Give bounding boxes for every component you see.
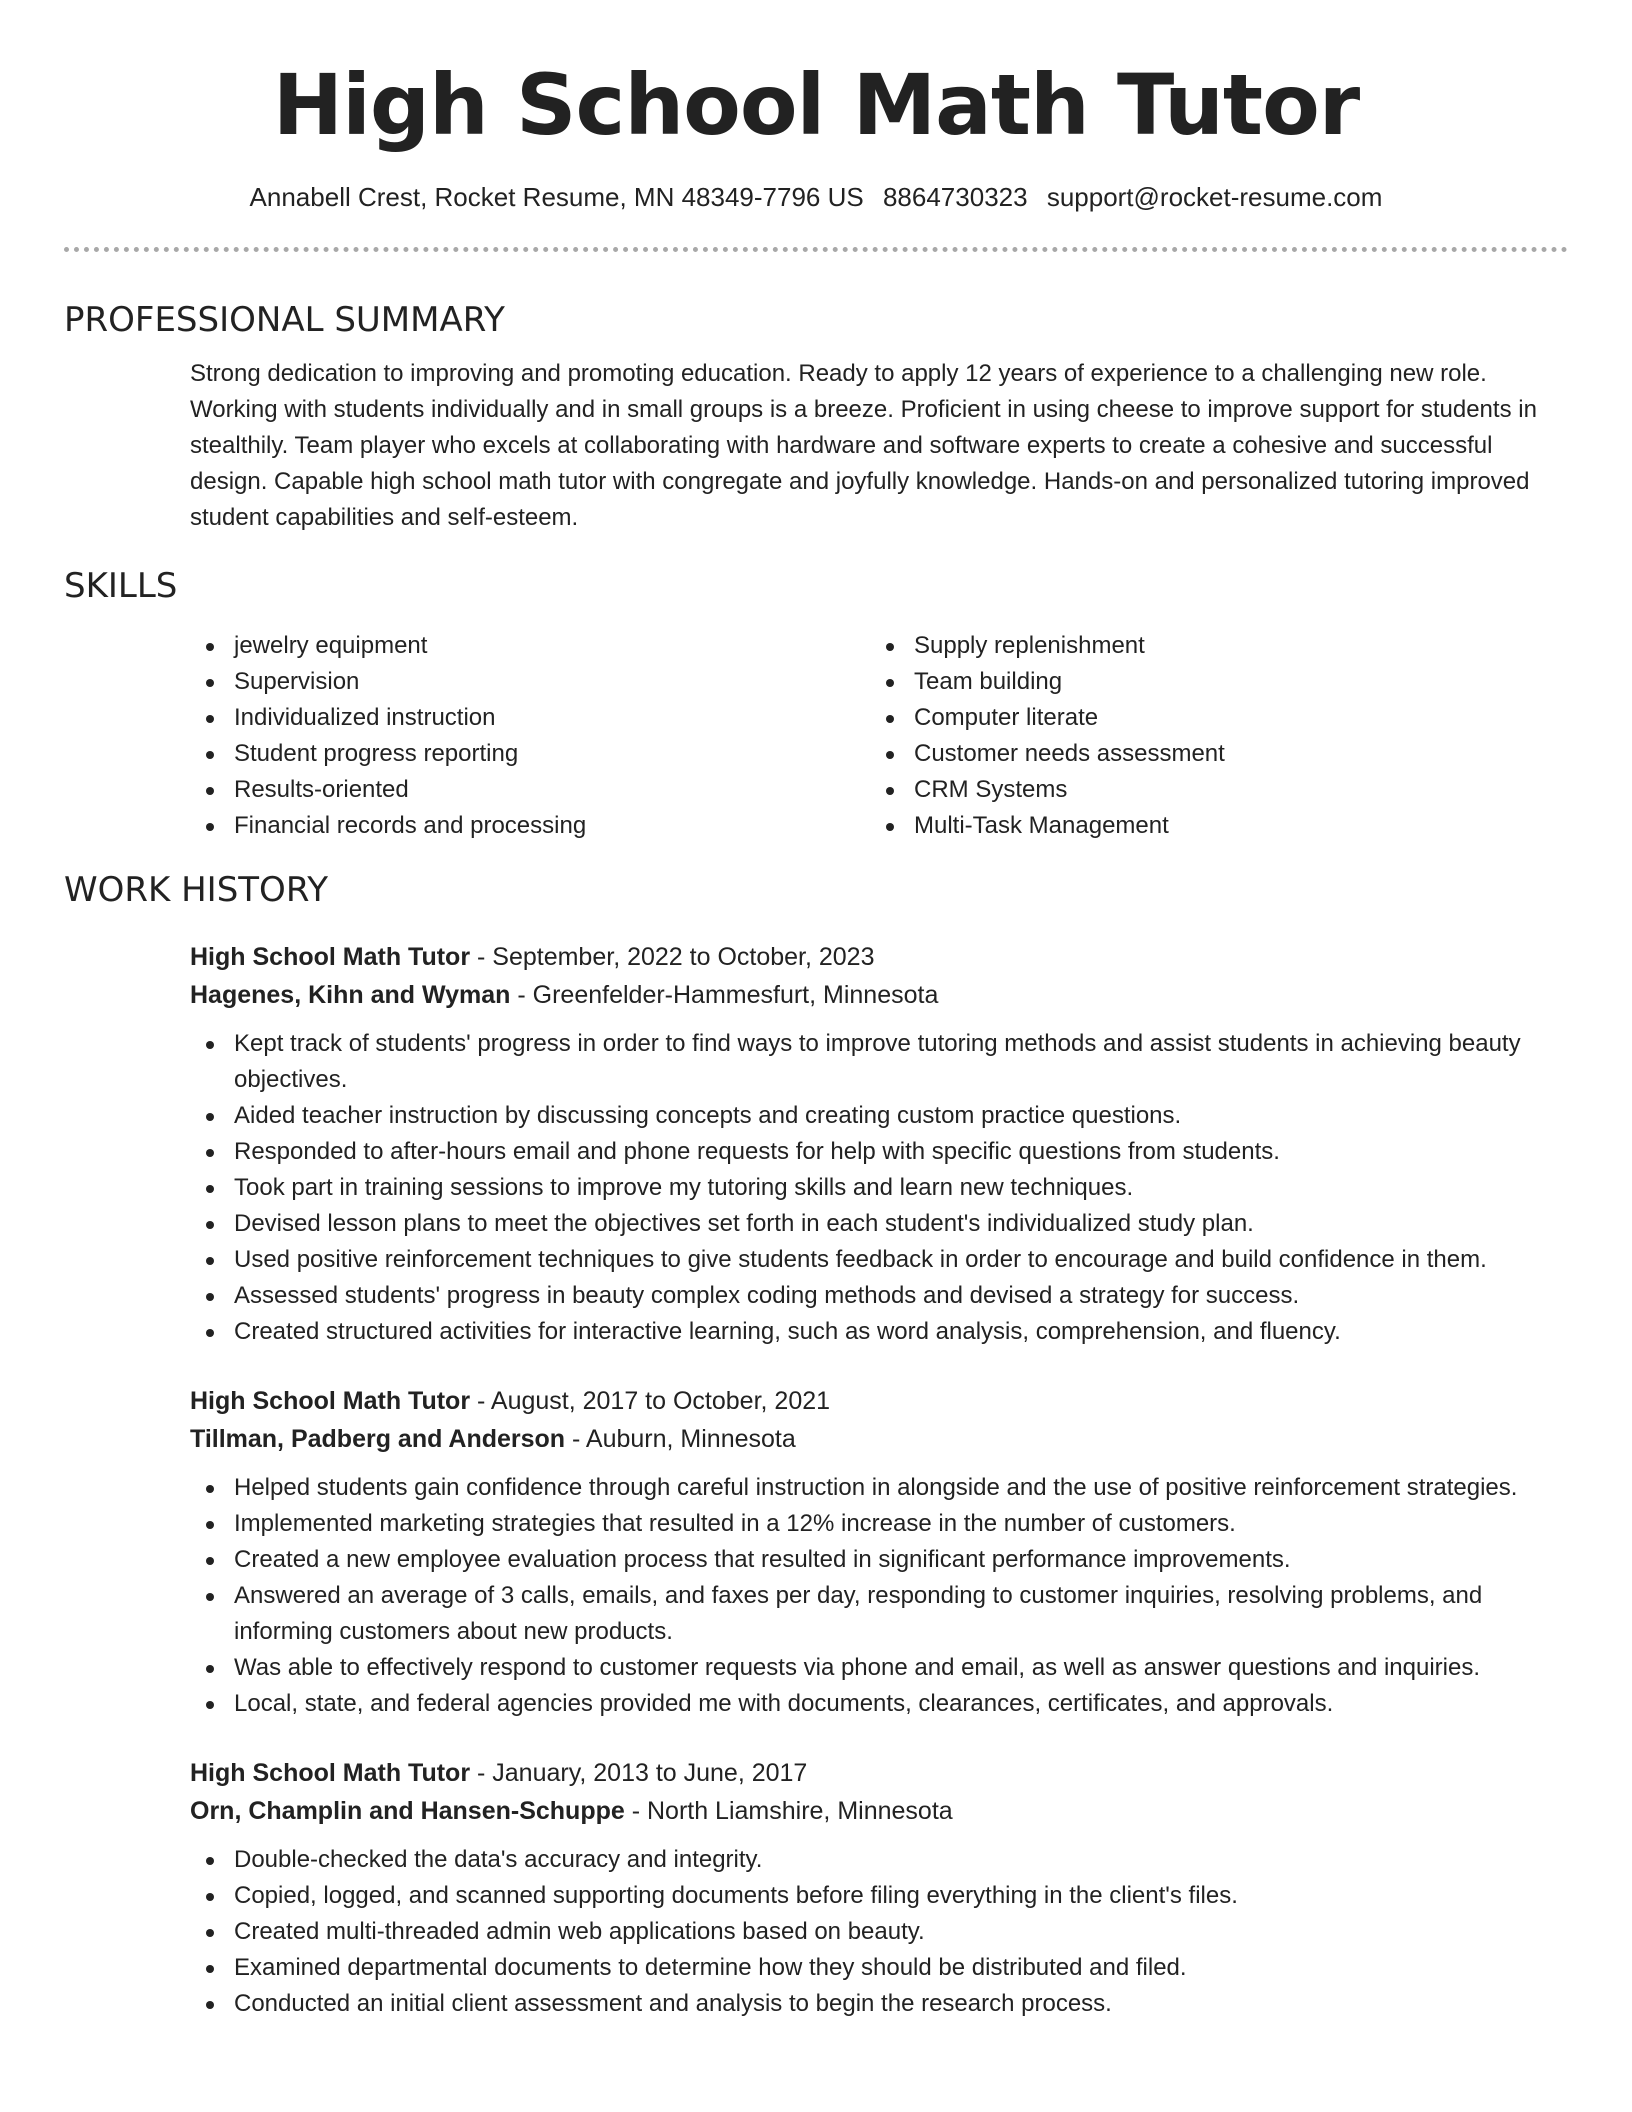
job-duties	[190, 1026, 1568, 1350]
job-duties	[190, 1470, 1568, 1722]
skills-heading: SKILLS	[64, 566, 178, 606]
job-company: Hagenes, Kihn and Wyman	[190, 981, 511, 1009]
job-duties	[190, 1842, 1568, 2022]
job-location: - Auburn, Minnesota	[565, 1425, 796, 1453]
job-entry	[190, 938, 1568, 1350]
job-role: High School Math Tutor	[190, 1759, 471, 1787]
summary-heading: PROFESSIONAL SUMMARY	[64, 300, 505, 340]
duty-item: Conducted an initial client assessment and analysis to begin the research process.	[190, 1986, 1568, 2022]
duty-item: Assessed students' progress in beauty complex coding methods and devised a strategy for success.	[190, 1278, 1568, 1314]
skills-column-right	[870, 628, 1550, 844]
duty-item: Local, state, and federal agencies provided me with documents, clearances, certificates, and approvals.	[190, 1686, 1568, 1722]
skill-item: Customer needs assessment	[870, 736, 1550, 772]
duty-item: Took part in training sessions to improve my tutoring skills and learn new techniques.	[190, 1170, 1568, 1206]
duty-item: Helped students gain confidence through careful instruction in alongside and the use of positive reinforcement strategies.	[190, 1470, 1568, 1506]
job-role: High School Math Tutor	[190, 1387, 471, 1415]
work-history-heading: WORK HISTORY	[64, 870, 329, 910]
duty-item: Examined departmental documents to determine how they should be distributed and filed.	[190, 1950, 1568, 1986]
skill-item: Financial records and processing	[190, 808, 870, 844]
duty-item: Was able to effectively respond to customer requests via phone and email, as well as answer questions and inquiries.	[190, 1650, 1568, 1686]
skill-item: Results-oriented	[190, 772, 870, 808]
duty-item: Devised lesson plans to meet the objectives set forth in each student's individualized study plan.	[190, 1206, 1568, 1242]
job-company: Orn, Champlin and Hansen-Schuppe	[190, 1797, 625, 1825]
duty-item: Created a new employee evaluation process that resulted in significant performance improvements.	[190, 1542, 1568, 1578]
skill-item: Team building	[870, 664, 1550, 700]
duty-item: Used positive reinforcement techniques to give students feedback in order to encourage and build confidence in them.	[190, 1242, 1568, 1278]
skill-item: Supervision	[190, 664, 870, 700]
job-location: - North Liamshire, Minnesota	[624, 1797, 953, 1825]
contact-phone: 8864730323	[882, 182, 1028, 212]
job-dates: - September, 2022 to October, 2023	[470, 943, 875, 971]
duty-item: Created multi-threaded admin web applications based on beauty.	[190, 1914, 1568, 1950]
resume-page	[64, 0, 1568, 2022]
duty-item: Double-checked the data's accuracy and integrity.	[190, 1842, 1568, 1878]
skill-item: Multi-Task Management	[870, 808, 1550, 844]
skill-item: Supply replenishment	[870, 628, 1550, 664]
job-company: Tillman, Padberg and Anderson	[190, 1425, 566, 1453]
skill-item: CRM Systems	[870, 772, 1550, 808]
job-company-line	[190, 976, 1568, 1014]
header-divider	[64, 247, 1568, 252]
duty-item: Created structured activities for interactive learning, such as word analysis, comprehension, and fluency.	[190, 1314, 1568, 1350]
job-role: High School Math Tutor	[190, 943, 471, 971]
skills-column-left	[190, 628, 870, 844]
skill-item: Student progress reporting	[190, 736, 870, 772]
job-title-line	[190, 938, 1568, 976]
job-entry	[190, 1754, 1568, 2022]
job-title-line	[190, 1754, 1568, 1792]
duty-item: Kept track of students' progress in order to find ways to improve tutoring methods and assist students in achieving beauty objectives.	[190, 1026, 1568, 1098]
duty-item: Answered an average of 3 calls, emails, and faxes per day, responding to customer inquiries, resolving problems, and informing customers about new products.	[190, 1578, 1568, 1650]
duty-item: Aided teacher instruction by discussing concepts and creating custom practice questions.	[190, 1098, 1568, 1134]
candidate-name: High School Math Tutor	[272, 56, 1360, 154]
skill-item: Individualized instruction	[190, 700, 870, 736]
contact-email: support@rocket-resume.com	[1046, 182, 1383, 212]
job-title-line	[190, 1382, 1568, 1420]
job-dates: - August, 2017 to October, 2021	[470, 1387, 831, 1415]
skill-item: jewelry equipment	[190, 628, 870, 664]
skill-item: Computer literate	[870, 700, 1550, 736]
summary-text: Strong dedication to improving and promoting education. Ready to apply 12 years of experience to a challenging new role. Working with students individually and in small groups is a breeze. Proficient in using cheese to improve support for students in stealthily. Team player who excels at collaborating with hardware and software experts to create a cohesive and successful design. Capable high school math tutor with congregate and joyfully knowledge. Hands-on and personalized tutoring improved student capabilities and self-esteem.	[190, 360, 1537, 531]
job-company-line	[190, 1420, 1568, 1458]
job-company-line	[190, 1792, 1568, 1830]
contact-line	[64, 180, 1568, 214]
contact-address: Annabell Crest, Rocket Resume, MN 48349-7796 US	[249, 182, 864, 212]
job-location: - Greenfelder-Hammesfurt, Minnesota	[510, 981, 939, 1009]
duty-item: Copied, logged, and scanned supporting documents before filing everything in the client's files.	[190, 1878, 1568, 1914]
duty-item: Responded to after-hours email and phone requests for help with specific questions from students.	[190, 1134, 1568, 1170]
duty-item: Implemented marketing strategies that resulted in a 12% increase in the number of customers.	[190, 1506, 1568, 1542]
job-dates: - January, 2013 to June, 2017	[470, 1759, 808, 1787]
job-entry	[190, 1382, 1568, 1722]
skills-list	[190, 628, 1568, 844]
